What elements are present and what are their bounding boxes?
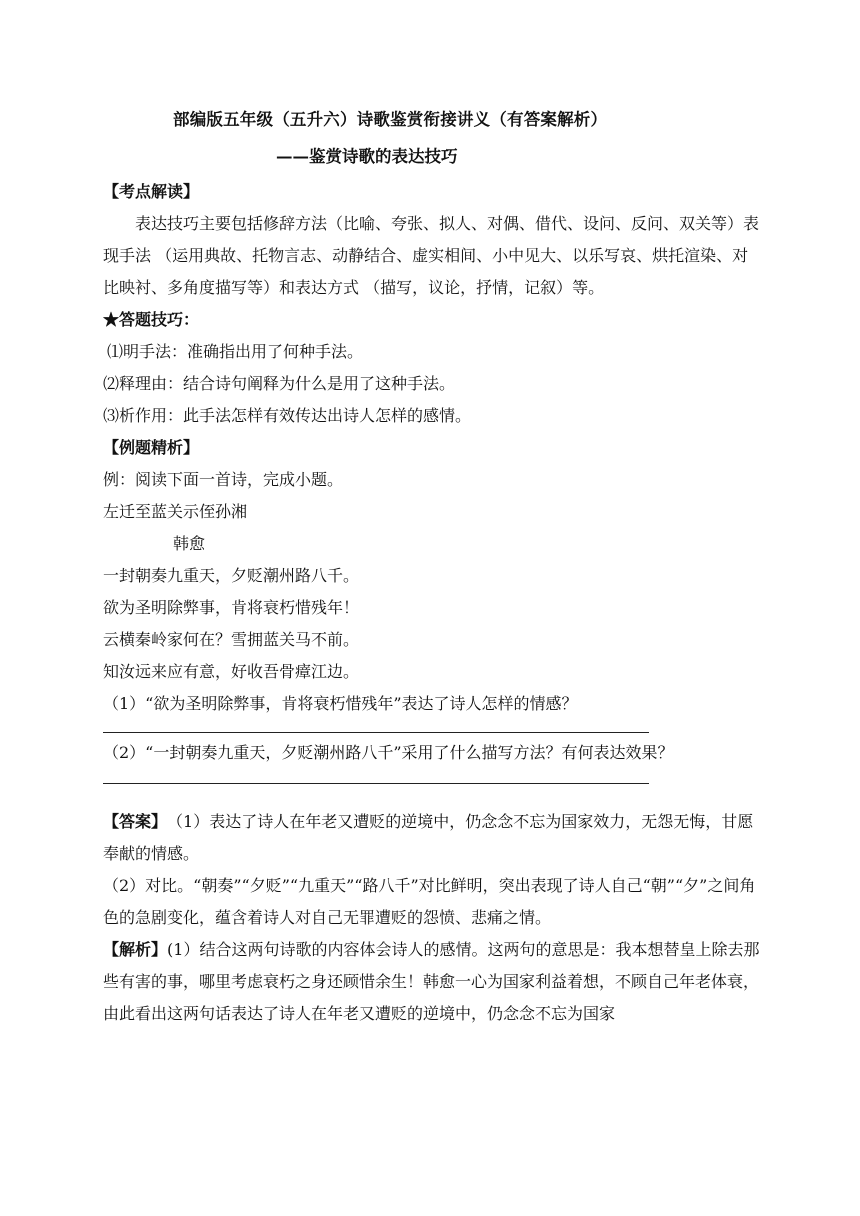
poem-author: 韩愈 [173,534,206,553]
section-heading-kaodian: 【考点解读】 [103,182,200,201]
document-subtitle: ——鉴赏诗歌的表达技巧 [276,147,458,166]
section-heading-liti: 【例题精析】 [103,438,200,457]
document-body [103,176,763,1030]
poem-title: 左迁至蓝关示侄孙湘 [103,502,248,521]
analysis-label: 【解析】 [103,940,168,959]
analysis-text: (1）结合这两句诗歌的内容体会诗人的感情。这两句的意思是：我本想替皇上除去那些有害的事，哪里考虑衰朽之身还顾惜余生！韩愈一心为国家利益着想，不顾自己年老体衰，由此看出这两句话表达了诗人在年老又遭贬的逆境中，仍念念不忘为国家 [103,940,760,1023]
poem-line: 知汝远来应有意，好收吾骨瘴江边。 [103,662,360,681]
answer-label: 【答案】 [103,812,160,831]
answer-paragraph-1 [103,806,763,870]
tip-item: ⑴明手法：准确指出用了何种手法。 [107,342,364,361]
analysis-paragraph [103,934,763,1030]
question-1: （1）“欲为圣明除弊事，肯将衰朽惜残年”表达了诗人怎样的情感？ [103,694,578,713]
answer-text-1: （1）表达了诗人在年老又遭贬的逆境中，仍念念不忘为国家效力，无怨无悔，甘愿奉献的情感。 [103,812,754,863]
answer-blank-1[interactable] [103,720,649,733]
tip-item: ⑵释理由：结合诗句阐释为什么是用了这种手法。 [103,374,456,393]
kaodian-paragraph: 表达技巧主要包括修辞方法（比喻、夸张、拟人、对偶、借代、设问、反问、双关等）表现手法 （运用典故、托物言志、动静结合、虚实相间、小中见大、以乐写哀、烘托渲染、对比映衬、多角度描写等）和表达方式 （描写，议论，抒情，记叙）等。 [103,214,760,297]
answer-blank-2[interactable] [103,769,649,784]
answer-paragraph-2: （2）对比。“朝奏”“夕贬”“九重天”“路八千”对比鲜明，突出表现了诗人自己“朝”“夕”之间角色的急剧变化，蕴含着诗人对自己无罪遭贬的怨愤、悲痛之情。 [103,876,756,927]
tips-heading: ★答题技巧： [103,310,200,329]
poem-line: 欲为圣明除弊事，肯将衰朽惜残年！ [103,598,360,617]
document-title: 部编版五年级（五升六）诗歌鉴赏衔接讲义（有答案解析） [173,110,608,129]
example-intro: 例：阅读下面一首诗，完成小题。 [103,470,344,489]
poem-line: 一封朝奏九重天，夕贬潮州路八千。 [103,566,360,585]
question-2: （2）“一封朝奏九重天，夕贬潮州路八千”采用了什么描写方法？有何表达效果？ [103,743,674,762]
tip-item: ⑶析作用：此手法怎样有效传达出诗人怎样的感情。 [103,406,472,425]
poem-line: 云横秦岭家何在？雪拥蓝关马不前。 [103,630,360,649]
